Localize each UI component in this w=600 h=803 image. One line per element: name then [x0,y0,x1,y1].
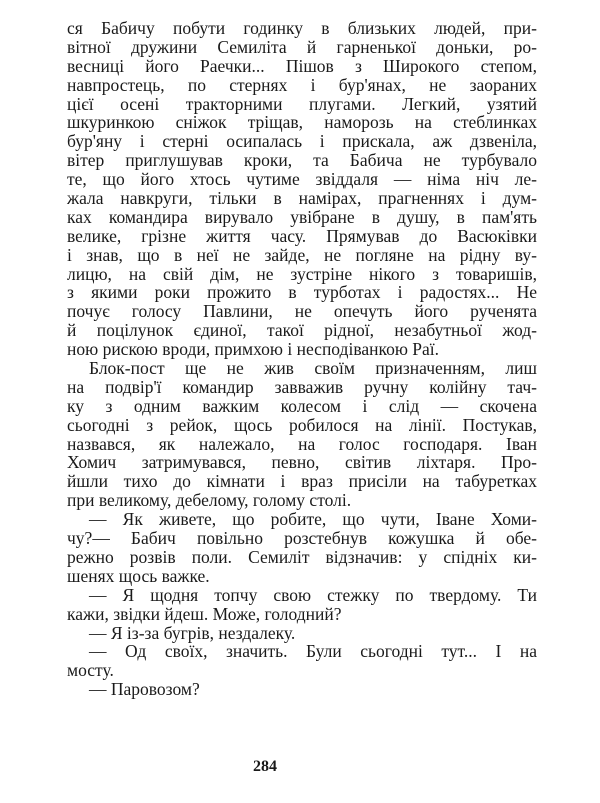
text-line: сьогодні з рейок, щось робилося на лінії. Постукав, [67,414,537,435]
text-line: Блок-пост ще не жив своїм призначенням, лиш [89,358,537,379]
text-line: бур'яну і стерні осипалась і прискала, аж дзвеніла, [67,131,537,152]
text-line: — Я щодня топчу свою стежку по твердому. Ти [89,584,537,605]
text-line: кажи, звідки йдеш. Може, голодний? [67,603,342,624]
text-line: велике, грізне життя часу. Прямував до Васюківки [67,225,537,246]
text-line: — Од своїх, значить. Були сьогодні тут... І на [89,641,537,662]
text-line: йшли тихо до кімнати і враз присіли на табуретках [67,471,537,492]
text-line: з якими роки прожито в турботах і радостях... Не [67,282,537,303]
text-line: чу?— Бабич повільно розстебнув кожушка й обе- [67,528,537,549]
text-line: весниці його Раечки... Пішов з Широкого степом, [67,55,537,76]
paragraph [67,624,537,643]
text-line: назвався, як належало, на голос господаря. Іван [67,433,537,454]
paragraph [67,510,537,586]
text-line: вітної дружини Семиліта й гарненької доньки, ро- [67,36,537,57]
book-page-text [67,19,537,699]
text-line: лицю, на свій дім, не зустріне нікого з товаришів, [67,263,537,284]
page-number: 284 [253,758,277,775]
text-line: на подвір'ї командир завважив ручну колійну тач- [67,376,537,397]
text-line: і знав, що в неї не зайде, не погляне на рідну ву- [67,244,537,265]
paragraph [67,19,537,359]
text-line: шенях щось важке. [67,565,210,586]
text-line: цієї осені тракторними плугами. Легкий, узятий [67,93,537,114]
text-line: ках командира вирувало увібране в душу, в пам'ять [67,206,537,227]
paragraph [67,586,537,624]
text-line: ся Бабичу побути годинку в близьких людей, при- [67,18,537,38]
text-line: при великому, дебелому, голому столі. [67,490,352,511]
text-line: шкуринкою сніжок тріщав, наморозь на стеблинках [67,112,537,133]
text-line: ною рискою вроди, примхою і несподіванкою Раї. [67,339,440,360]
text-line: навпростець, по стернях і бур'янах, не заораних [67,74,537,95]
paragraph [67,642,537,680]
text-line: почує голосу Павлини, не опечуть його рученята [67,301,537,322]
text-line: вітер приглушував кроки, та Бабича не турбувало [67,150,537,171]
text-line: ку з одним важким колесом і слід — скочена [67,395,537,416]
paragraph [67,680,537,699]
text-line: — Як живете, що робите, що чути, Іване Хоми- [89,509,537,530]
text-line: мосту. [67,660,114,681]
text-line: Хомич затримувався, певно, світив ліхтаря. Про- [67,452,537,473]
text-line: — Я із-за бугрів, нездалеку. [89,622,296,643]
text-line: жала навкруги, тільки в намірах, прагненнях і дум- [67,188,537,209]
text-line: режно розвів поли. Семиліт відзначив: у спідніх ки- [67,546,537,567]
paragraph [67,359,537,510]
text-line: — Паровозом? [89,679,200,700]
text-line: те, що його хтось чутиме звіддаля — німа ніч ле- [67,169,537,190]
text-line: й поцілунок єдиної, такої рідної, незабутньої жод- [67,320,537,341]
